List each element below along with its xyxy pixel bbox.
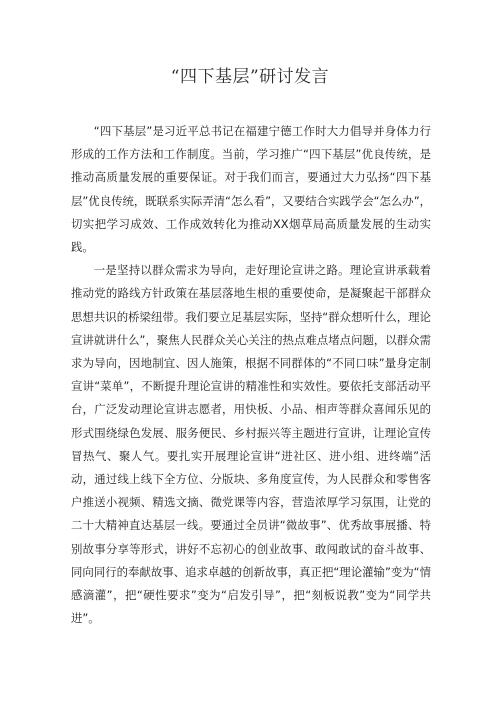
paragraph-point-one: 一是坚持以群众需求为导向，走好理论宣讲之路。理论宣讲承载着推动党的路线方针政策在基层落地生根的重要使命，是凝聚起干部群众思想共识的桥梁纽带。我们要立足基层实际，坚持“群众想听什么，理论宣讲就讲什么”，聚焦人民群众关心关注的热点难点堵点问题，以群众需求为导向，因地制宜、因人施策，根据不同群体的“不同口味”量身定制宣讲“菜单”，不断提升理论宣讲的精准性和实效性。要依托支部活动平台，广泛发动理论宣讲志愿者，用快板、小品、相声等群众喜闻乐见的形式围绕绿色发展、服务便民、乡村振兴等主题进行宣讲，让理论宣传冒热气、聚人气。要扎实开展理论宣讲“进社区、进小组、进终端”活动，通过线上线下全方位、分版块、多角度宣传，为人民群众和零售客户推送小视频、精选文摘、微党课等内容，营造浓厚学习氛围，让党的二十大精神直达基层一线。要通过全员讲“微故事”、优秀故事展播、特别故事分享等形式，讲好不忘初心的创业故事、敢闯敢试的奋斗故事、同向同行的奉献故事、追求卓越的创新故事，真正把“理论灌输”变为“情感滴灌”，把“硬性要求”变为“启发引导”，把“刻板说教”变为“同学共进”。 — [71, 263, 431, 626]
document-body — [71, 120, 431, 630]
document-title: “四下基层”研讨发言 — [170, 67, 330, 87]
paragraph-intro: “四下基层”是习近平总书记在福建宁德工作时大力倡导并身体力行形成的工作方法和工作制度。当前，学习推广“四下基层”优良传统，是推动高质量发展的重要保证。对于我们而言，要通过大力弘扬“四下基层”优良传统，既联系实际弄清“怎么看”，又要结合实践学会“怎么办”，切实把学习成效、工作成效转化为推动XX烟草局高质量发展的生动实践。 — [71, 124, 431, 255]
